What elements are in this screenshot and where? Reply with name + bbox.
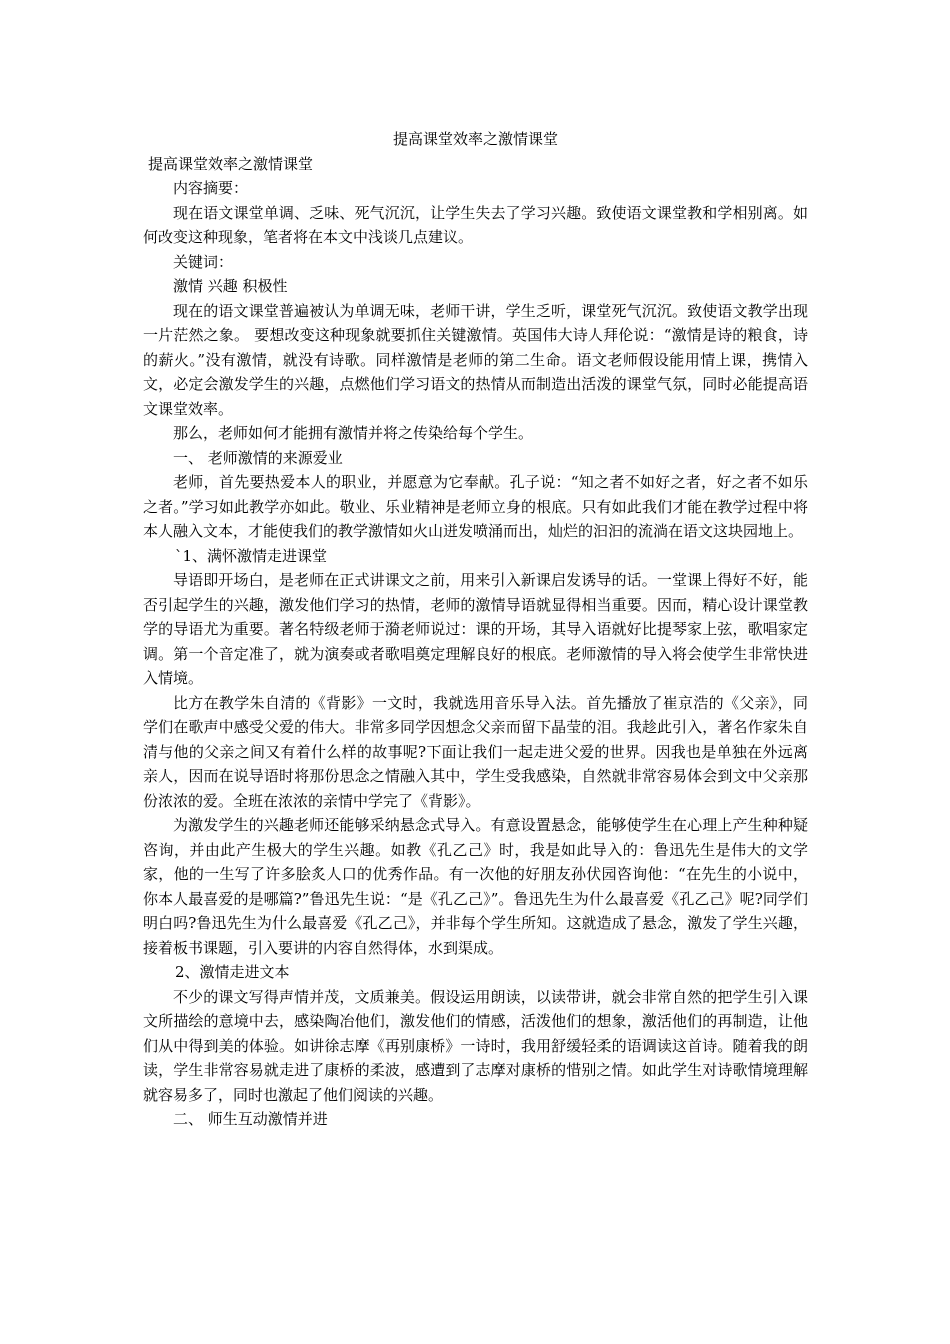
intro-paragraph: 现在的语文课堂普遍被认为单调无味，老师干讲，学生乏听，课堂死气沉沉。致使语文教学出现一片茫然之象。 要想改变这种现象就要抓住关键激情。英国伟大诗人拜伦说：“激情是诗的粮食，诗的薪火。”没有激情，就没有诗歌。同样激情是老师的第二生命。语文老师假设能用情上课，携情入文，必定会激发学生的兴趣，点燃他们学习语文的热情从而制造出活泼的课堂气氛，同时必能提高语文课堂效率。 <box>143 301 808 418</box>
intro-question: 那么，老师如何才能拥有激情并将之传染给每个学生。 <box>173 424 534 442</box>
subsection1-paragraph-2: 比方在教学朱自清的《背影》一文时，我就选用音乐导入法。首先播放了崔京浩的《父亲》，同学们在歌声中感受父爱的伟大。非常多同学因想念父亲而留下晶莹的泪。我趁此引入，著名作家朱自清与他的父亲之间又有着什么样的故事呢?下面让我们一起走进父爱的世界。因我也是单独在外远离亲人，因而在说导语时将那份思念之情融入其中，学生受我感染，自然就非常容易体会到文中父亲那份浓浓的爱。全班在浓浓的亲情中学完了《背影》。 <box>143 693 808 810</box>
document-title: 提高课堂效率之激情课堂 <box>392 130 558 148</box>
keywords-label: 关键词： <box>173 252 234 271</box>
subsection1-paragraph-1: 导语即开场白，是老师在正式讲课文之前，用来引入新课启发诱导的话。一堂课上得好不好，能否引起学生的兴趣，激发他们学习的热情，老师的激情导语就显得相当重要。因而，精心设计课堂教学的导语尤为重要。著名特级老师于漪老师说过：课的开场，其导入语就好比提琴家上弦，歌唱家定调。第一个音定准了，就为演奏或者歌唱奠定理解良好的根底。老师激情的导入将会使学生非常快进入情境。 <box>143 571 808 687</box>
subsection2-paragraph: 不少的课文写得声情并茂，文质兼美。假设运用朗读，以读带讲，就会非常自然的把学生引入课文所描绘的意境中去，感染陶冶他们，激发他们的情感，活泼他们的想象，激活他们的再制造，让他们从中得到美的体验。如讲徐志摩《再别康桥》一诗时，我用舒缓轻柔的语调读这首诗。随着我的朗读，学生非常容易就走进了康桥的柔波，感遭到了志摩对康桥的惜别之情。如此学生对诗歌情境理解就容易多了，同时也激起了他们阅读的兴趣。 <box>143 987 808 1104</box>
section1-paragraph: 老师，首先要热爱本人的职业，并愿意为它奉献。孔子说：“知之者不如好之者，好之者不如乐之者。”学习如此教学亦如此。敬业、乐业精神是老师立身的根底。只有如此我们才能在教学过程中将本人融入文本，才能使我们的教学激情如火山迸发喷涌而出，灿烂的汩汩的流淌在语文这块园地上。 <box>143 473 808 540</box>
abstract-paragraph: 现在语文课堂单调、乏味、死气沉沉，让学生失去了学习兴趣。致使语文课堂教和学相别离。如何改变这种现象，笔者将在本文中浅谈几点建议。 <box>143 203 808 246</box>
section-heading-1: 一、 老师激情的来源爱业 <box>173 448 343 467</box>
abstract-label: 内容摘要： <box>173 179 249 197</box>
document-subtitle: 提高课堂效率之激情课堂 <box>148 154 314 173</box>
document-page <box>143 127 808 1132</box>
section-heading-2: 二、 师生互动激情并进 <box>173 1110 328 1128</box>
keywords: 激情 兴趣 积极性 <box>173 277 288 295</box>
subsection-heading-2: 2、激情走进文本 <box>175 963 290 981</box>
subsection-heading-1: `1、满怀激情走进课堂 <box>175 546 328 565</box>
subsection1-paragraph-3: 为激发学生的兴趣老师还能够采纳悬念式导入。有意设置悬念，能够使学生在心理上产生种种疑咨询，并由此产生极大的学生兴趣。如教《孔乙己》时，我是如此导入的：鲁迅先生是伟大的文学家，他的一生写了许多脍炙人口的优秀作品。有一次他的好朋友孙伏园咨询他：“在先生的小说中，你本人最喜爱的是哪篇?”鲁迅先生说：“是《孔乙己》”。鲁迅先生为什么最喜爱《孔乙己》呢?同学们明白吗?鲁迅先生为什么最喜爱《孔乙己》，并非每个学生所知。这就造成了悬念，激发了学生兴趣，接着板书课题，引入要讲的内容自然得体，水到渠成。 <box>143 816 808 957</box>
